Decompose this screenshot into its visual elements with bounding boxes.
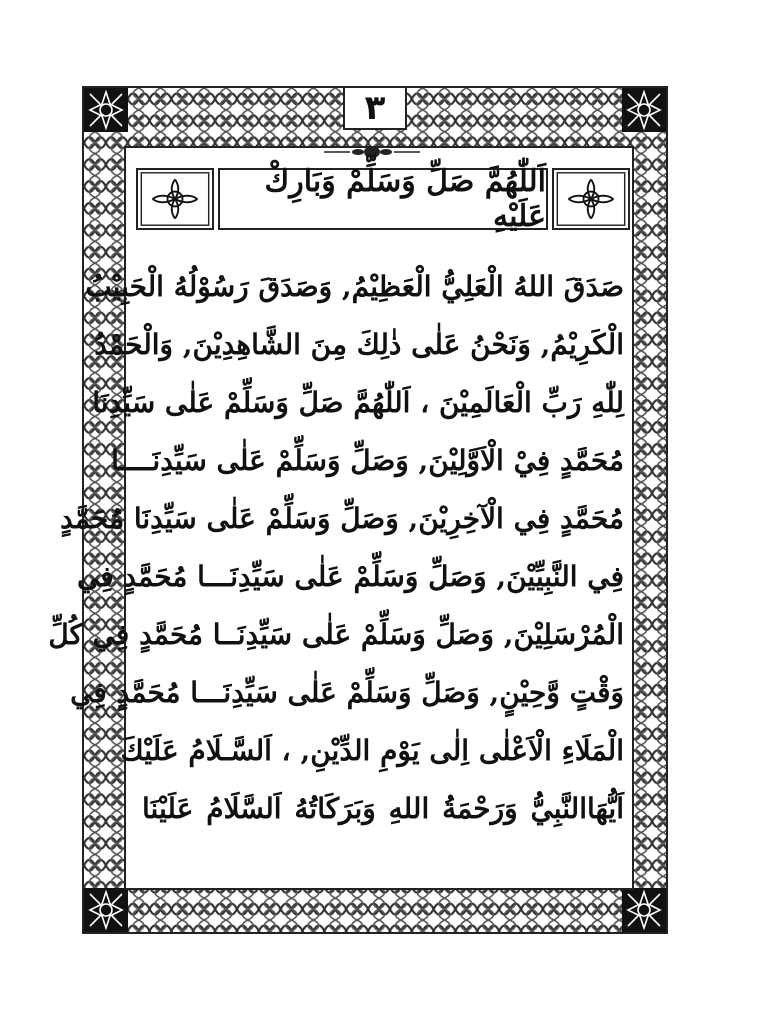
text-line: مُحَمَّدٍ فِي الْآخِرِيْنَ, وَصَلِّ وَسَلِّمْ عَلٰى سَيِّدِنَا مُحَمَّدٍ bbox=[60, 502, 624, 535]
text-line: فِي النَّبِيِّيْنَ, وَصَلِّ وَسَلِّمْ عَلٰى سَيِّدِنَـــا مُحَمَّدٍ فِي bbox=[76, 560, 624, 593]
body-text bbox=[48, 258, 624, 838]
rosette-corner-icon bbox=[84, 888, 128, 932]
text-line: الْكَرِيْمُ, وَنَحْنُ عَلٰى ذٰلِكَ مِنَ الشَّاهِدِيْنَ, وَالْحَمْدُ bbox=[94, 328, 624, 361]
text-line: وَقْتٍ وَّحِيْنٍ, وَصَلِّ وَسَلِّمْ عَلٰى سَيِّدِنَـــا مُحَمَّدٍ فِي bbox=[70, 676, 624, 709]
rosette-corner-icon bbox=[622, 888, 666, 932]
text-line: الْمَلَاءِ الْاَعْلٰى اِلٰى يَوْمِ الدِّيْنِ, ، اَلسَّـلَامُ عَلَيْكَ bbox=[120, 734, 624, 767]
rosette-corner-icon bbox=[622, 88, 666, 132]
text-line: مُحَمَّدٍ فِيْ الْاَوَّلِيْنَ, وَصَلِّ وَسَلِّمْ عَلٰى سَيِّدِنَــــا bbox=[111, 444, 624, 477]
heading-band bbox=[136, 162, 630, 240]
rosette-corner-icon bbox=[84, 88, 128, 132]
text-line: اَيُّهَاالنَّبِيُّ وَرَحْمَةُ اللهِ وَبَرَكَاتُهُ اَلسَّلَامُ عَلَيْنَا bbox=[142, 792, 624, 825]
text-line: لِلّٰهِ رَبِّ الْعَالَمِيْنَ ، اَللّٰهُمَّ صَلِّ وَسَلِّمْ عَلٰى سَيِّدِنَا bbox=[92, 386, 624, 419]
ornament-divider-icon bbox=[322, 144, 422, 160]
page-number: ٣ bbox=[364, 88, 386, 128]
page-number-badge bbox=[343, 86, 407, 130]
floral-panel-icon bbox=[552, 168, 630, 230]
heading-box bbox=[218, 164, 548, 234]
page-heading: اَللّٰهُمَّ صَلِّ وَسَلِّمْ وَبَارِكْ عَلَيْهِ bbox=[264, 164, 546, 234]
floral-panel-icon bbox=[136, 168, 214, 230]
text-line: صَدَقَ اللهُ الْعَلِيُّ الْعَظِيْمُ, وَصَدَقَ رَسُوْلُهُ الْحَبِيْبُ bbox=[85, 270, 624, 303]
text-line: الْمُرْسَلِيْنَ, وَصَلِّ وَسَلِّمْ عَلٰى سَيِّدِنَــا مُحَمَّدٍ فِي كُلِّ bbox=[48, 618, 624, 651]
